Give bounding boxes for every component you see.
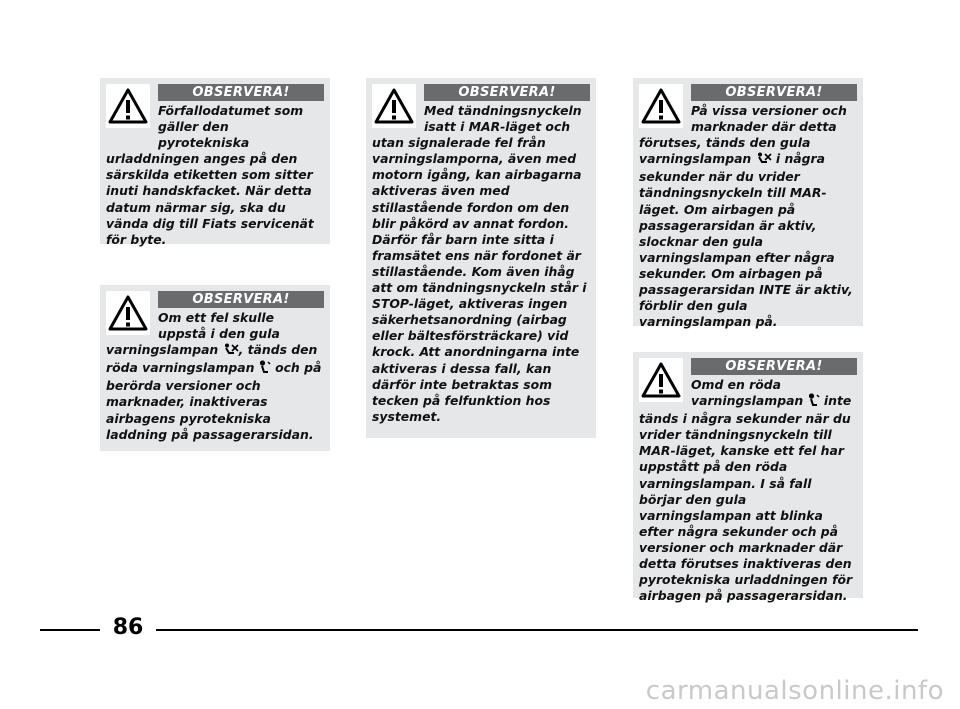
page-number: 86 — [112, 615, 144, 640]
airbag-off-warning-icon — [223, 343, 239, 360]
note-body-part: , tänds den röda varningslampan — [106, 342, 318, 376]
observera-label: OBSERVERA! — [691, 358, 857, 375]
note-body — [639, 135, 857, 330]
note-lead: På vissa versioner och marknader där detta — [691, 103, 847, 135]
warning-box-5 — [633, 352, 863, 604]
observera-label: OBSERVERA! — [158, 291, 324, 308]
observera-label: OBSERVERA! — [691, 84, 857, 101]
observera-label: OBSERVERA! — [158, 84, 324, 101]
warning-box-1 — [100, 78, 330, 247]
footer-rule-right — [156, 629, 918, 631]
warning-triangle-icon — [106, 291, 150, 335]
watermark: carmanualsonline.info — [645, 676, 944, 706]
warning-box-3 — [366, 78, 596, 438]
airbag-warning-icon — [808, 393, 820, 411]
note-body — [106, 342, 324, 443]
warning-triangle-icon — [372, 84, 416, 128]
note-body-part: förutses, tänds den gula varningslampan — [639, 135, 811, 167]
note-body-part: i några sekunder när du vrider tändningsnyckeln till MAR-läget. Om airbagen på passagerarsidan är aktiv, slocknar den gula varningslampan efter några sekunder. Om airbagen på passagerarsidan INTE är aktiv, förblir den gula varningslampan på. — [639, 151, 853, 330]
note-lead-part: inte — [823, 393, 852, 409]
warning-triangle-icon — [639, 84, 683, 128]
note-body-part: varningslampan — [106, 342, 219, 358]
note-lead: Med tändningsnyckeln isatt i MAR-läget och — [424, 103, 582, 135]
note-body: tänds i några sekunder när du vrider tändningsnyckeln till MAR-läget, kanske ett fel har uppstått på den röda varningslampan. I så fall börjar den gula varningslampan att blinka efter några sekunder och på versioner och marknader där detta förutses inaktiveras den pyrotekniska urladdningen för airbagen på passagerarsidan. — [639, 411, 853, 604]
warning-box-4 — [633, 78, 863, 330]
warning-triangle-icon — [106, 84, 150, 128]
airbag-off-warning-icon — [756, 152, 772, 169]
airbag-warning-icon — [259, 360, 271, 378]
warning-triangle-icon — [639, 358, 683, 402]
note-body: urladdningen anges på den särskilda etiketten som sitter inuti handskfacket. När detta datum närmar sig, ska du vända dig till Fiats servicenät för byte. — [106, 151, 314, 247]
note-lead: Om ett fel skulle uppstå i den gula — [158, 310, 280, 342]
warning-box-2 — [100, 285, 330, 451]
note-lead — [691, 377, 857, 411]
footer-rule-left — [40, 629, 100, 631]
note-body: utan signalerade fel från varningslamporna, även med motorn igång, kan airbagarna aktiveras även med stillastående fordon om den blir påkörd av annat fordon. Därför får barn inte sitta i framsätet ens när fordonet är stillastående. Kom även ihåg att om tändningsnyckeln står i STOP-läget, aktiveras ingen säkerhetsanordning (airbag eller bältesförsträckare) vid krock. Att anordningarna inte aktiveras i dessa fall, kan därför inte betraktas som tecken på felfunktion hos systemet. — [372, 135, 587, 424]
note-lead: Förfallodatumet som gäller den pyrotekniska — [158, 103, 304, 151]
note-body-part: och på berörda versioner och marknader, inaktiveras airbagens pyrotekniska laddning på passagerarsidan. — [106, 360, 322, 442]
observera-label: OBSERVERA! — [424, 84, 590, 101]
note-lead-part: Omd en röda varningslampan — [691, 377, 804, 409]
